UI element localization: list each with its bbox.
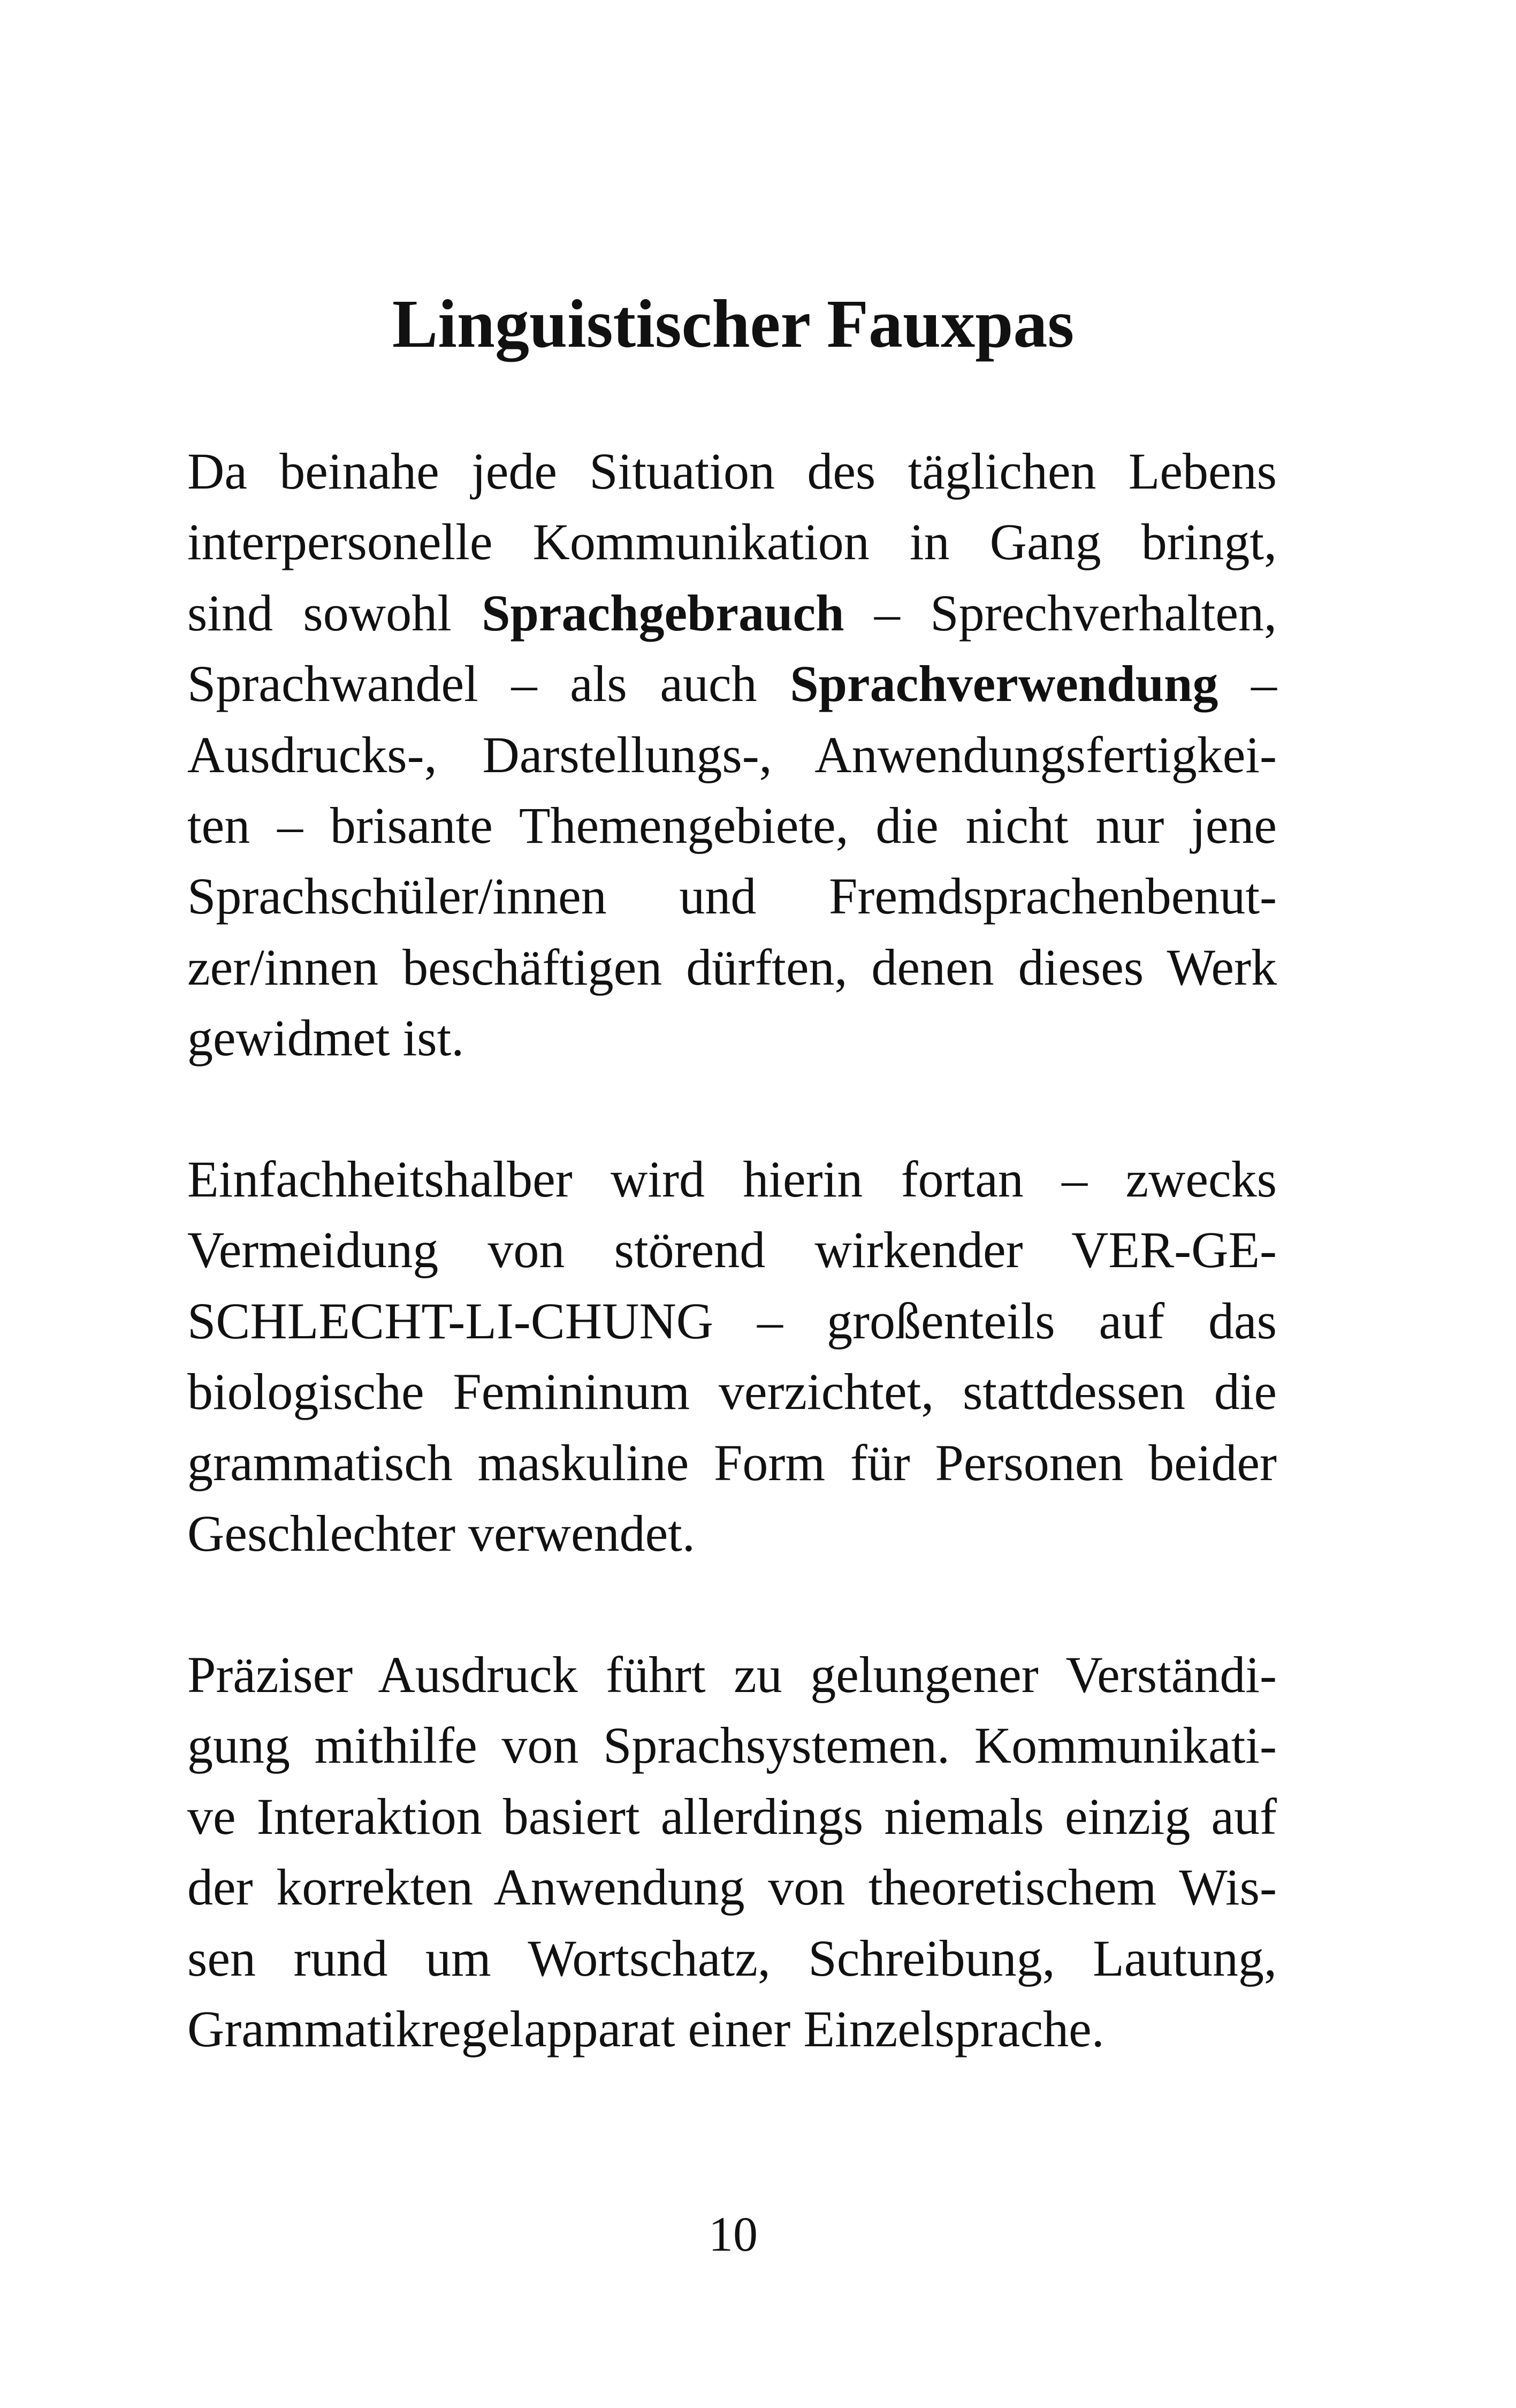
text-line: grammatisch maskuline Form für Personen beider [187, 1434, 1277, 1491]
paragraph-2 [187, 1144, 1277, 1569]
bold-term: Sprachverwendung [790, 655, 1218, 713]
text-line: sen rund um Wortschatz, Schreibung, Lautung, [187, 1929, 1277, 1987]
text-line: ten – brisante Themengebiete, die nicht nur jene [187, 796, 1277, 854]
paragraph-1 [187, 436, 1277, 1074]
text-line: Sprachschüler/innen und Fremdsprachenbenut- [187, 867, 1277, 925]
text-line: Ausdrucks-, Darstellungs-, Anwendungsfertigkei- [187, 726, 1277, 783]
text-line: Sprachwandel – als auch Sprachverwendung – [187, 655, 1277, 713]
page-number: 10 [709, 2207, 758, 2261]
text-line: sind sowohl Sprachgebrauch – Sprechverhalten, [187, 584, 1277, 642]
text-line: Einfachheitshalber wird hierin fortan – zwecks [187, 1150, 1277, 1208]
text-line: interpersonelle Kommunikation in Gang bringt, [187, 513, 1277, 571]
text-line: Vermeidung von störend wirkender VER-GE- [187, 1221, 1277, 1279]
text-line: gewidmet ist. [187, 1009, 464, 1067]
text-line: zer/innen beschäftigen dürften, denen dieses Werk [187, 938, 1277, 996]
text-line: ve Interaktion basiert allerdings niemals einzig auf [187, 1787, 1277, 1845]
text-line: SCHLECHT-LI-CHUNG – großenteils auf das [187, 1292, 1277, 1350]
text-line: Präziser Ausdruck führt zu gelungener Verständi- [187, 1646, 1277, 1703]
bold-term: Sprachgebrauch [482, 584, 844, 642]
text-line: der korrekten Anwendung von theoretischem Wis- [187, 1858, 1277, 1916]
page-title: Linguistischer Fauxpas [392, 286, 1075, 362]
text-line: Grammatikregelapparat einer Einzelsprache. [187, 2000, 1104, 2058]
paragraph-3 [187, 1640, 1277, 2064]
text-line: biologische Femininum verzichtet, stattdessen die [187, 1363, 1277, 1421]
text-line: Geschlechter verwendet. [187, 1504, 695, 1562]
text-line: gung mithilfe von Sprachsystemen. Kommunikati- [187, 1717, 1277, 1774]
text-line: Da beinahe jede Situation des täglichen Lebens [187, 443, 1277, 500]
